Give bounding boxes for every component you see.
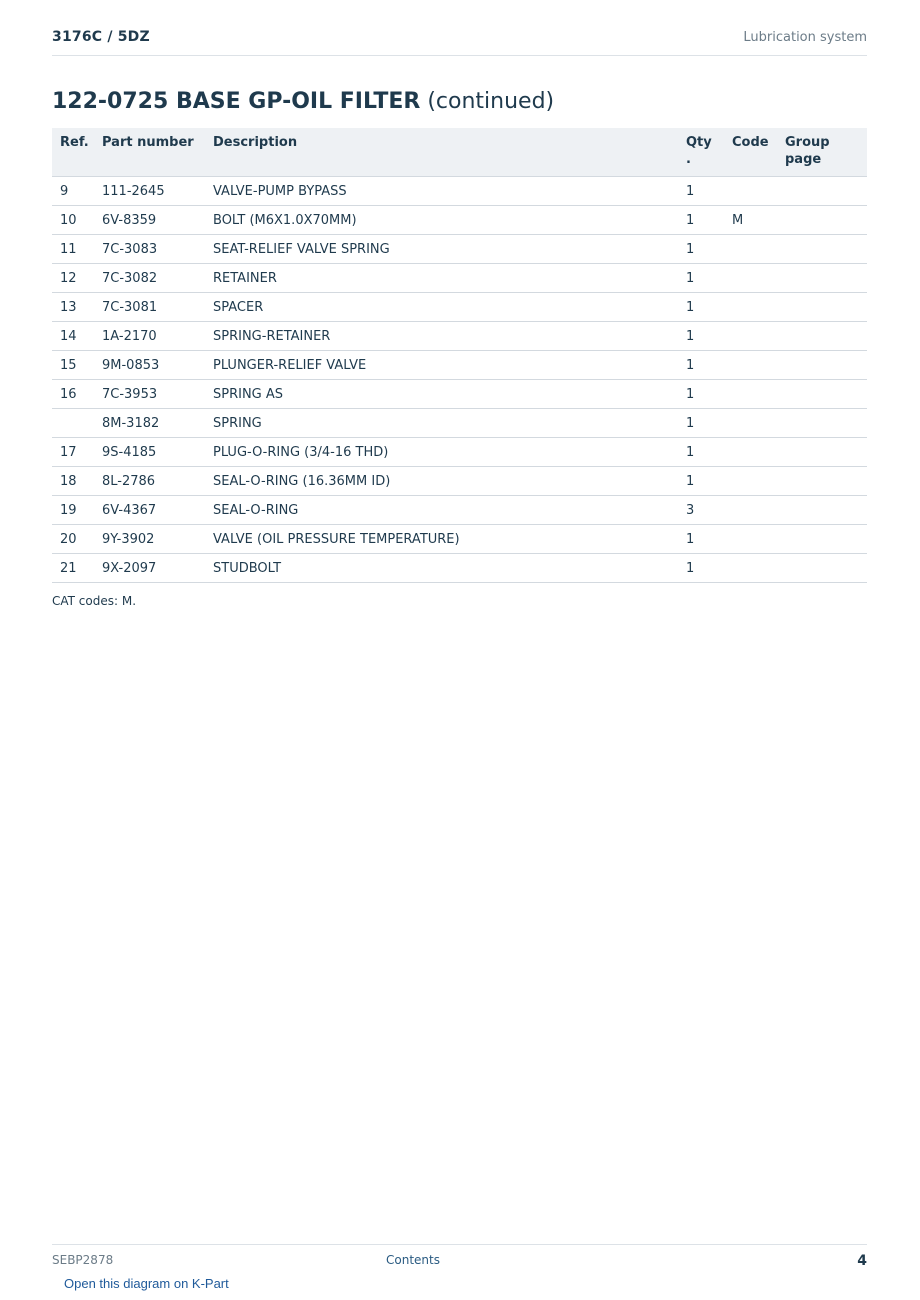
row-description-cell: SEAT-RELIEF VALVE SPRING bbox=[209, 235, 682, 264]
row-ref-cell: 12 bbox=[52, 264, 98, 293]
row-part-number-cell: 8L-2786 bbox=[98, 467, 209, 496]
row-code-cell bbox=[728, 264, 781, 293]
title-main: 122-0725 BASE GP-OIL FILTER bbox=[52, 89, 421, 114]
row-code-cell bbox=[728, 380, 781, 409]
row-part-number-cell: 7C-3083 bbox=[98, 235, 209, 264]
row-qty-cell: 3 bbox=[682, 496, 728, 525]
row-part-number-cell: 8M-3182 bbox=[98, 409, 209, 438]
table-row bbox=[52, 496, 867, 525]
col-qty-line2: . bbox=[686, 152, 691, 167]
row-qty-cell: 1 bbox=[682, 380, 728, 409]
row-qty-cell: 1 bbox=[682, 322, 728, 351]
row-code-cell bbox=[728, 438, 781, 467]
table-row bbox=[52, 322, 867, 351]
row-code-cell bbox=[728, 322, 781, 351]
row-ref-cell: 21 bbox=[52, 554, 98, 583]
row-group-page-cell bbox=[781, 177, 867, 206]
title-suffix: (continued) bbox=[427, 89, 555, 114]
col-code-header: Code bbox=[728, 128, 781, 177]
row-group-page-cell bbox=[781, 554, 867, 583]
row-description-cell: SPRING-RETAINER bbox=[209, 322, 682, 351]
row-description-cell: VALVE-PUMP BYPASS bbox=[209, 177, 682, 206]
col-qty-line1: Qty bbox=[686, 135, 712, 150]
table-row bbox=[52, 438, 867, 467]
col-qty-header bbox=[682, 128, 728, 177]
row-ref-cell: 16 bbox=[52, 380, 98, 409]
col-part-number-header: Part number bbox=[98, 128, 209, 177]
row-code-cell bbox=[728, 496, 781, 525]
row-part-number-cell: 9M-0853 bbox=[98, 351, 209, 380]
row-code-cell bbox=[728, 554, 781, 583]
row-description-cell: SPACER bbox=[209, 293, 682, 322]
row-part-number-cell: 6V-4367 bbox=[98, 496, 209, 525]
row-part-number-cell: 1A-2170 bbox=[98, 322, 209, 351]
row-part-number-cell: 9S-4185 bbox=[98, 438, 209, 467]
row-ref-cell: 19 bbox=[52, 496, 98, 525]
row-group-page-cell bbox=[781, 380, 867, 409]
row-ref-cell: 18 bbox=[52, 467, 98, 496]
table-header-row bbox=[52, 128, 867, 177]
col-group-line1: Group bbox=[785, 135, 830, 150]
row-ref-cell: 20 bbox=[52, 525, 98, 554]
row-part-number-cell: 9X-2097 bbox=[98, 554, 209, 583]
col-group-page-header bbox=[781, 128, 867, 177]
contents-link[interactable]: Contents bbox=[386, 1253, 440, 1267]
row-ref-cell: 15 bbox=[52, 351, 98, 380]
row-code-cell bbox=[728, 351, 781, 380]
table-row bbox=[52, 380, 867, 409]
row-description-cell: PLUNGER-RELIEF VALVE bbox=[209, 351, 682, 380]
row-qty-cell: 1 bbox=[682, 235, 728, 264]
row-group-page-cell bbox=[781, 206, 867, 235]
row-qty-cell: 1 bbox=[682, 525, 728, 554]
table-row bbox=[52, 467, 867, 496]
row-qty-cell: 1 bbox=[682, 351, 728, 380]
row-ref-cell: 13 bbox=[52, 293, 98, 322]
row-ref-cell: 14 bbox=[52, 322, 98, 351]
row-description-cell: RETAINER bbox=[209, 264, 682, 293]
row-qty-cell: 1 bbox=[682, 293, 728, 322]
row-part-number-cell: 111-2645 bbox=[98, 177, 209, 206]
row-group-page-cell bbox=[781, 264, 867, 293]
table-row bbox=[52, 293, 867, 322]
page-title bbox=[52, 89, 554, 114]
table-row bbox=[52, 409, 867, 438]
row-code-cell bbox=[728, 293, 781, 322]
kpart-link[interactable]: Open this diagram on K-Part bbox=[64, 1276, 229, 1291]
row-code-cell bbox=[728, 409, 781, 438]
table-row bbox=[52, 206, 867, 235]
col-description-header: Description bbox=[209, 128, 682, 177]
row-group-page-cell bbox=[781, 409, 867, 438]
row-part-number-cell: 6V-8359 bbox=[98, 206, 209, 235]
row-ref-cell: 11 bbox=[52, 235, 98, 264]
document-id: SEBP2878 bbox=[52, 1253, 114, 1267]
page-number: 4 bbox=[857, 1253, 867, 1269]
row-ref-cell: 9 bbox=[52, 177, 98, 206]
row-description-cell: SEAL-O-RING bbox=[209, 496, 682, 525]
row-qty-cell: 1 bbox=[682, 554, 728, 583]
row-description-cell: SEAL-O-RING (16.36MM ID) bbox=[209, 467, 682, 496]
page-header bbox=[52, 28, 867, 56]
table-row bbox=[52, 525, 867, 554]
table-row bbox=[52, 351, 867, 380]
row-code-cell bbox=[728, 525, 781, 554]
parts-table-body bbox=[52, 177, 867, 583]
row-qty-cell: 1 bbox=[682, 438, 728, 467]
row-code-cell: M bbox=[728, 206, 781, 235]
parts-table bbox=[52, 128, 867, 583]
row-description-cell: SPRING bbox=[209, 409, 682, 438]
row-part-number-cell: 7C-3082 bbox=[98, 264, 209, 293]
row-group-page-cell bbox=[781, 467, 867, 496]
table-row bbox=[52, 235, 867, 264]
row-description-cell: STUDBOLT bbox=[209, 554, 682, 583]
table-row bbox=[52, 554, 867, 583]
table-row bbox=[52, 264, 867, 293]
model-label: 3176C / 5DZ bbox=[52, 29, 150, 45]
row-code-cell bbox=[728, 467, 781, 496]
row-group-page-cell bbox=[781, 496, 867, 525]
row-description-cell: SPRING AS bbox=[209, 380, 682, 409]
row-ref-cell: 10 bbox=[52, 206, 98, 235]
row-ref-cell bbox=[52, 409, 98, 438]
row-qty-cell: 1 bbox=[682, 467, 728, 496]
row-description-cell: PLUG-O-RING (3/4-16 THD) bbox=[209, 438, 682, 467]
row-qty-cell: 1 bbox=[682, 177, 728, 206]
table-row bbox=[52, 177, 867, 206]
row-description-cell: BOLT (M6X1.0X70MM) bbox=[209, 206, 682, 235]
row-group-page-cell bbox=[781, 235, 867, 264]
col-ref-header: Ref. bbox=[52, 128, 98, 177]
cat-codes-note: CAT codes: M. bbox=[52, 594, 137, 608]
row-qty-cell: 1 bbox=[682, 264, 728, 293]
row-group-page-cell bbox=[781, 525, 867, 554]
row-ref-cell: 17 bbox=[52, 438, 98, 467]
row-qty-cell: 1 bbox=[682, 409, 728, 438]
row-qty-cell: 1 bbox=[682, 206, 728, 235]
row-group-page-cell bbox=[781, 293, 867, 322]
row-description-cell: VALVE (OIL PRESSURE TEMPERATURE) bbox=[209, 525, 682, 554]
col-group-line2: page bbox=[785, 152, 822, 167]
row-group-page-cell bbox=[781, 351, 867, 380]
row-group-page-cell bbox=[781, 438, 867, 467]
row-group-page-cell bbox=[781, 322, 867, 351]
section-label: Lubrication system bbox=[743, 30, 867, 45]
row-code-cell bbox=[728, 235, 781, 264]
row-code-cell bbox=[728, 177, 781, 206]
row-part-number-cell: 7C-3953 bbox=[98, 380, 209, 409]
page-footer bbox=[52, 1244, 867, 1275]
row-part-number-cell: 9Y-3902 bbox=[98, 525, 209, 554]
row-part-number-cell: 7C-3081 bbox=[98, 293, 209, 322]
